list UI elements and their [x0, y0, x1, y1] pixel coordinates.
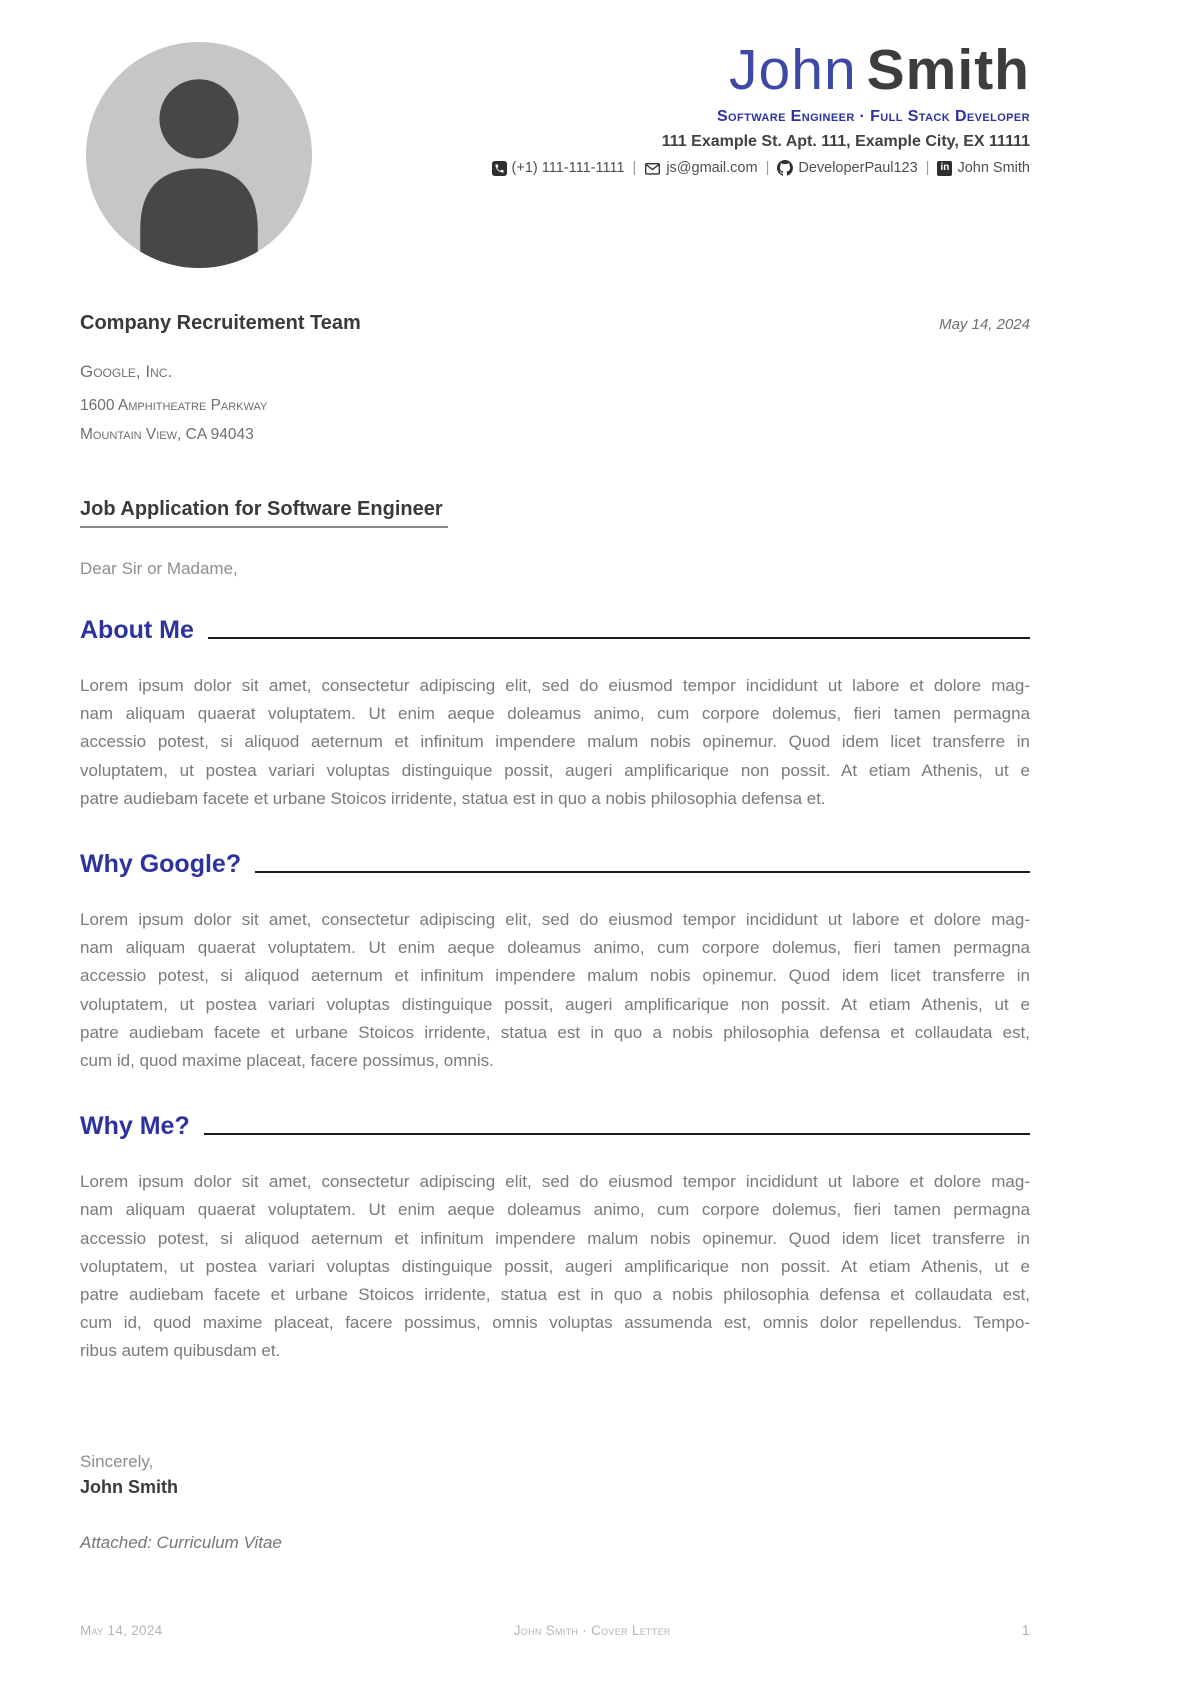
- paragraph-line: voluptatem, ut postea variari voluptas distinguique possit, augeri amplificarique non possit. At etiam Athenis, ut e: [80, 1256, 1030, 1276]
- paragraph-line: accessio potest, si aliquod aeternum et infinitum impendere malum nobis opinemur. Quod idem licet transferre in: [80, 1228, 1030, 1248]
- letter-date: May 14, 2024: [939, 316, 1030, 333]
- separator: |: [765, 160, 770, 176]
- paragraph-line: nam aliquam quaerat voluptatem. Ut enim aeque doleamus animo, cum corpore dolemus, fieri tamen permagna: [80, 1200, 1030, 1220]
- paragraph-line: accessio potest, si aliquod aeternum et infinitum impendere malum nobis opinemur. Quod idem licet transferre in: [80, 732, 1030, 752]
- section-why-me: [80, 1111, 1030, 1365]
- separator: |: [632, 160, 637, 176]
- paragraph-line: nam aliquam quaerat voluptatem. Ut enim aeque doleamus animo, cum corpore dolemus, fieri tamen permagna: [80, 938, 1030, 958]
- section-why-google: [80, 849, 1030, 1075]
- github-username: DeveloperPaul123: [798, 160, 918, 176]
- section-rule: [255, 871, 1030, 873]
- email-contact[interactable]: [644, 160, 757, 176]
- linkedin-contact[interactable]: [937, 160, 1030, 176]
- page-footer: [80, 1622, 1030, 1638]
- paragraph-line: cum id, quod maxime placeat, facere possimus, omnis voluptas assumenda est, omnis dolor repellendus. Tempo-: [80, 1313, 1030, 1333]
- page-number: 1: [1021, 1622, 1030, 1638]
- phone-number: (+1) 111-111-1111: [511, 160, 625, 176]
- last-name: Smith: [866, 38, 1030, 102]
- envelope-icon: [644, 161, 661, 176]
- section-paragraph: [80, 672, 1030, 813]
- letter-body: [80, 312, 1030, 1553]
- section-rule: [208, 637, 1030, 639]
- paragraph-line: cum id, quod maxime placeat, facere possimus, omnis.: [80, 1051, 494, 1071]
- paragraph-line: patre audiebam facete et urbane Stoicos irridente, statua est in quo a nobis philosophia defensa et collaudata est,: [80, 1022, 1030, 1042]
- header: [80, 40, 1030, 176]
- paragraph-line: nam aliquam quaerat voluptatem. Ut enim aeque doleamus animo, cum corpore dolemus, fieri tamen permagna: [80, 704, 1030, 724]
- closing: Sincerely,: [80, 1451, 154, 1471]
- paragraph-line: voluptatem, ut postea variari voluptas distinguique possit, augeri amplificarique non possit. At etiam Athenis, ut e: [80, 994, 1030, 1014]
- recipient-address-line1: 1600 Amphitheatre Parkway: [80, 397, 268, 414]
- recipient-address: [80, 391, 1030, 449]
- paragraph-line: voluptatem, ut postea variari voluptas distinguique possit, augeri amplificarique non possit. At etiam Athenis, ut e: [80, 760, 1030, 780]
- footer-title: John Smith · Cover Letter: [513, 1623, 671, 1638]
- contact-line: [80, 160, 1030, 176]
- footer-date: May 14, 2024: [80, 1623, 163, 1638]
- section-title: About Me: [80, 616, 194, 644]
- phone-icon: [492, 161, 507, 176]
- email-address: js@gmail.com: [666, 160, 758, 176]
- paragraph-line: Lorem ipsum dolor sit amet, consectetur adipiscing elit, sed do eiusmod tempor incididunt ut labore et dolore mag-: [80, 676, 1030, 695]
- paragraph-line: ribus autem quibusdam et.: [80, 1341, 281, 1361]
- github-icon: [777, 160, 793, 176]
- linkedin-icon: in: [937, 161, 952, 176]
- recipient-company: Google, Inc.: [80, 362, 173, 381]
- section-about-me: [80, 615, 1030, 813]
- salutation: Dear Sir or Madame,: [80, 559, 238, 578]
- paragraph-line: patre audiebam facete et urbane Stoicos irridente, statua est in quo a nobis philosophia defensa et collaudata est,: [80, 1285, 1030, 1305]
- github-contact[interactable]: [777, 160, 917, 176]
- attachment-note: Attached: Curriculum Vitae: [80, 1532, 282, 1552]
- full-name: [80, 40, 1030, 100]
- linkedin-name: John Smith: [957, 160, 1030, 176]
- first-name: John: [729, 38, 857, 102]
- section-title: Why Me?: [80, 1112, 190, 1141]
- paragraph-line: accessio potest, si aliquod aeternum et infinitum impendere malum nobis opinemur. Quod idem licet transferre in: [80, 966, 1030, 986]
- section-paragraph: [80, 906, 1030, 1075]
- separator: |: [925, 160, 930, 176]
- paragraph-line: Lorem ipsum dolor sit amet, consectetur adipiscing elit, sed do eiusmod tempor incididunt ut labore et dolore mag-: [80, 1172, 1030, 1192]
- recipient-name: Company Recruitement Team: [80, 312, 361, 334]
- paragraph-line: patre audiebam facete et urbane Stoicos irridente, statua est in quo a nobis philosophia defensa et.: [80, 788, 826, 808]
- recipient-address-line2: Mountain View, CA 94043: [80, 426, 254, 443]
- section-title: Why Google?: [80, 850, 242, 879]
- section-rule: [204, 1133, 1030, 1135]
- phone-contact[interactable]: [492, 160, 625, 176]
- letter-subject: Job Application for Software Engineer: [80, 498, 448, 528]
- paragraph-line: Lorem ipsum dolor sit amet, consectetur adipiscing elit, sed do eiusmod tempor incididunt ut labore et dolore mag-: [80, 910, 1030, 930]
- signature: John Smith: [80, 1476, 178, 1497]
- recipient-row: [80, 312, 1030, 335]
- job-subtitle: Software Engineer · Full Stack Developer: [716, 108, 1030, 125]
- postal-address: 111 Example St. Apt. 111, Example City, EX 11111: [661, 133, 1030, 150]
- section-paragraph: [80, 1168, 1030, 1365]
